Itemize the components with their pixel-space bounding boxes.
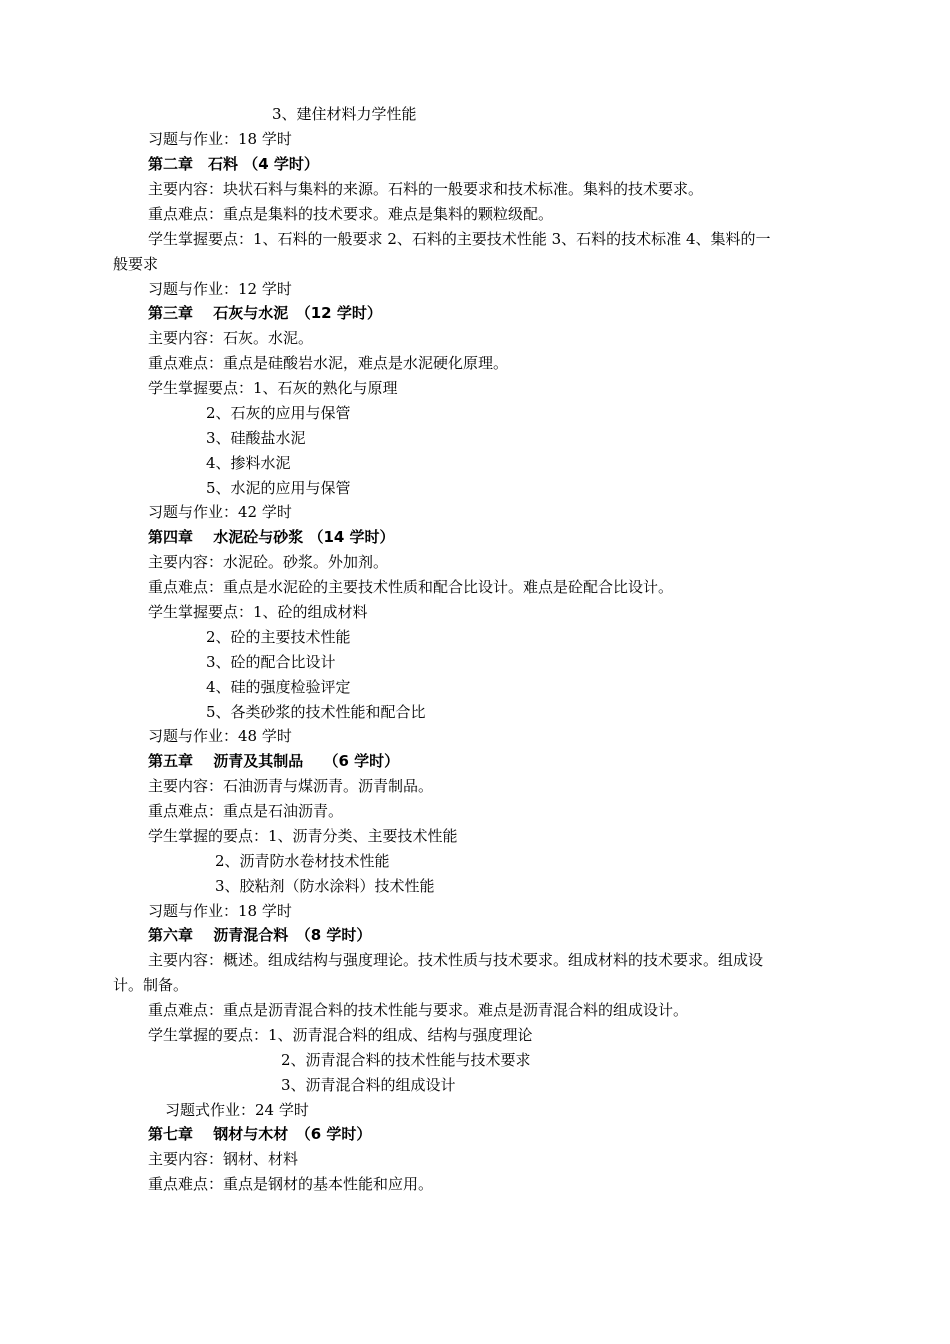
text-line: 主要内容：钢材、材料: [148, 1150, 299, 1168]
text-line: 习题与作业：18 学时: [148, 130, 292, 148]
text-line: 重点难点：重点是石油沥青。: [148, 802, 344, 820]
text-line: 计。制备。: [113, 976, 189, 994]
text-line: 3、胶粘剂（防水涂料）技术性能: [215, 877, 435, 895]
text-line: 5、水泥的应用与保管: [206, 479, 351, 497]
text-line: 主要内容：石灰。水泥。: [148, 329, 314, 347]
text-line: 习题与作业：48 学时: [148, 727, 292, 745]
text-line: 4、掺料水泥: [206, 454, 291, 472]
text-line: 主要内容：块状石料与集料的来源。石料的一般要求和技术标准。集料的技术要求。: [148, 180, 704, 198]
text-line: 般要求: [113, 255, 159, 273]
text-line: 2、沥青混合料的技术性能与技术要求: [281, 1051, 531, 1069]
text-line: 学生掌握要点：1、石料的一般要求 2、石料的主要技术性能 3、石料的技术标准 4、集料的一: [148, 230, 771, 248]
text-line: 学生掌握要点：1、石灰的熟化与原理: [148, 379, 398, 397]
chapter-heading: 第六章 沥青混合料 （8 学时）: [148, 926, 372, 944]
text-line: 2、石灰的应用与保管: [206, 404, 351, 422]
text-line: 学生掌握要点：1、砼的组成材料: [148, 603, 368, 621]
text-line: 主要内容：水泥砼。砂浆。外加剂。: [148, 553, 389, 571]
chapter-heading: 第二章 石料 （4 学时）: [148, 155, 319, 173]
text-line: 重点难点：重点是钢材的基本性能和应用。: [148, 1175, 434, 1193]
text-line: 5、各类砂浆的技术性能和配合比: [206, 703, 426, 721]
text-line: 学生掌握的要点：1、沥青混合料的组成、结构与强度理论: [148, 1026, 533, 1044]
chapter-heading: 第三章 石灰与水泥 （12 学时）: [148, 304, 382, 322]
chapter-heading: 第五章 沥青及其制品 （6 学时）: [148, 752, 400, 770]
text-line: 重点难点：重点是硅酸岩水泥，难点是水泥硬化原理。: [148, 354, 509, 372]
text-line: 习题与作业：12 学时: [148, 280, 292, 298]
text-line: 学生掌握的要点：1、沥青分类、主要技术性能: [148, 827, 458, 845]
text-line: 2、砼的主要技术性能: [206, 628, 351, 646]
text-line: 3、建住材料力学性能: [272, 105, 417, 123]
chapter-heading: 第四章 水泥砼与砂浆 （14 学时）: [148, 528, 395, 546]
text-line: 2、沥青防水卷材技术性能: [215, 852, 390, 870]
text-line: 主要内容：石油沥青与煤沥青。沥青制品。: [148, 777, 434, 795]
text-line: 习题与作业：42 学时: [148, 503, 292, 521]
text-line: 3、砼的配合比设计: [206, 653, 336, 671]
chapter-heading: 第七章 钢材与木材 （6 学时）: [148, 1125, 372, 1143]
text-line: 3、沥青混合料的组成设计: [281, 1076, 456, 1094]
text-line: 3、硅酸盐水泥: [206, 429, 306, 447]
text-line: 习题式作业：24 学时: [165, 1101, 309, 1119]
text-line: 重点难点：重点是集料的技术要求。难点是集料的颗粒级配。: [148, 205, 554, 223]
text-line: 重点难点：重点是沥青混合料的技术性能与要求。难点是沥青混合料的组成设计。: [148, 1001, 689, 1019]
text-line: 4、硅的强度检验评定: [206, 678, 351, 696]
text-line: 重点难点：重点是水泥砼的主要技术性质和配合比设计。难点是砼配合比设计。: [148, 578, 674, 596]
text-line: 习题与作业：18 学时: [148, 902, 292, 920]
text-line: 主要内容：概述。组成结构与强度理论。技术性质与技术要求。组成材料的技术要求。组成设: [148, 951, 764, 969]
